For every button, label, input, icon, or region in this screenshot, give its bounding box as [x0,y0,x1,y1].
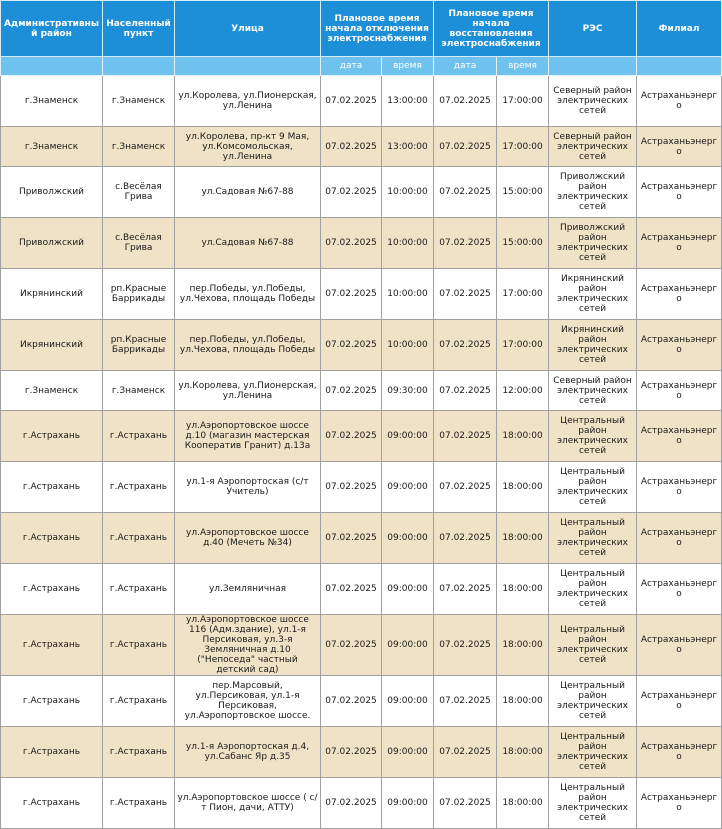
header-district: Административный район [1,1,103,57]
cell-street: ул.Аэропортовское шоссе д.40 (Мечеть №34) [175,513,321,564]
cell-settlement: г.Астрахань [103,462,175,513]
cell-street: ул.Садовая №67-88 [175,218,321,269]
subheader-empty [103,57,175,76]
cell-on-time: 15:00:00 [497,167,549,218]
cell-branch: Астраханьэнерго [637,320,722,371]
cell-on-time: 17:00:00 [497,320,549,371]
cell-off-date: 07.02.2025 [321,269,382,320]
cell-on-date: 07.02.2025 [434,320,497,371]
cell-off-time: 09:00:00 [382,727,434,778]
cell-district: г.Астрахань [1,676,103,727]
cell-off-date: 07.02.2025 [321,76,382,127]
cell-on-time: 18:00:00 [497,727,549,778]
table-row [1,462,722,513]
cell-street: ул.1-я Аэропортоская д.4, ул.Сабанс Яр д.35 [175,727,321,778]
table-row [1,320,722,371]
table-row [1,411,722,462]
subheader-empty [175,57,321,76]
cell-res: Центральный район электрических сетей [549,676,637,727]
cell-res: Приволжский район электрических сетей [549,167,637,218]
cell-off-date: 07.02.2025 [321,127,382,167]
cell-off-time: 13:00:00 [382,127,434,167]
table-row [1,127,722,167]
cell-on-time: 18:00:00 [497,778,549,829]
cell-district: г.Астрахань [1,778,103,829]
cell-district: Приволжский [1,167,103,218]
cell-on-date: 07.02.2025 [434,76,497,127]
table-row [1,727,722,778]
cell-street: ул.Земляничная [175,564,321,615]
cell-res: Северный район электрических сетей [549,371,637,411]
cell-street: ул.Королева, пр-кт 9 Мая, ул.Комсомольская, ул.Ленина [175,127,321,167]
cell-street: ул.Аэропортовское шоссе ( с/т Пион, дачи, АТТУ) [175,778,321,829]
cell-on-time: 18:00:00 [497,513,549,564]
subheader-row [1,57,722,76]
table-row [1,371,722,411]
cell-district: г.Знаменск [1,76,103,127]
header-restore-time: Плановое время начала восстановления электроснабжения [434,1,549,57]
table-row [1,513,722,564]
cell-settlement: г.Знаменск [103,127,175,167]
cell-street: ул.Садовая №67-88 [175,167,321,218]
table-row [1,269,722,320]
cell-off-date: 07.02.2025 [321,778,382,829]
cell-district: г.Астрахань [1,615,103,676]
cell-street: пер.Победы, ул.Победы, ул.Чехова, площадь Победы [175,269,321,320]
cell-on-date: 07.02.2025 [434,727,497,778]
cell-off-date: 07.02.2025 [321,564,382,615]
cell-off-time: 09:30:00 [382,371,434,411]
cell-res: Центральный район электрических сетей [549,411,637,462]
cell-off-time: 10:00:00 [382,320,434,371]
cell-res: Центральный район электрических сетей [549,778,637,829]
subheader-off-time: время [382,57,434,76]
cell-res: Икрянинский район электрических сетей [549,320,637,371]
cell-district: г.Астрахань [1,462,103,513]
cell-on-date: 07.02.2025 [434,269,497,320]
cell-district: Икрянинский [1,269,103,320]
cell-off-date: 07.02.2025 [321,615,382,676]
cell-settlement: г.Знаменск [103,76,175,127]
cell-off-time: 09:00:00 [382,462,434,513]
cell-off-date: 07.02.2025 [321,676,382,727]
cell-settlement: г.Астрахань [103,564,175,615]
cell-on-date: 07.02.2025 [434,167,497,218]
cell-off-time: 09:00:00 [382,778,434,829]
cell-settlement: г.Астрахань [103,513,175,564]
cell-on-date: 07.02.2025 [434,615,497,676]
table-row [1,167,722,218]
subheader-on-time: время [497,57,549,76]
cell-res: Северный район электрических сетей [549,76,637,127]
cell-on-time: 17:00:00 [497,127,549,167]
subheader-empty [1,57,103,76]
cell-on-time: 17:00:00 [497,269,549,320]
cell-off-date: 07.02.2025 [321,462,382,513]
subheader-empty [549,57,637,76]
table-row [1,76,722,127]
cell-off-time: 10:00:00 [382,167,434,218]
cell-off-date: 07.02.2025 [321,218,382,269]
cell-settlement: рп.Красные Баррикады [103,269,175,320]
table-body [1,76,722,829]
cell-street: ул.Королева, ул.Пионерская, ул.Ленина [175,76,321,127]
cell-off-date: 07.02.2025 [321,320,382,371]
cell-settlement: г.Астрахань [103,778,175,829]
cell-on-time: 18:00:00 [497,676,549,727]
cell-district: г.Знаменск [1,127,103,167]
cell-district: г.Астрахань [1,727,103,778]
cell-street: пер.Марсовый, ул.Персиковая, ул.1-я Персиковая, ул.Аэропортовское шоссе. [175,676,321,727]
cell-branch: Астраханьэнерго [637,462,722,513]
cell-res: Приволжский район электрических сетей [549,218,637,269]
cell-off-date: 07.02.2025 [321,513,382,564]
header-row [1,1,722,57]
cell-branch: Астраханьэнерго [637,778,722,829]
header-street: Улица [175,1,321,57]
cell-branch: Астраханьэнерго [637,371,722,411]
cell-off-date: 07.02.2025 [321,411,382,462]
cell-on-date: 07.02.2025 [434,371,497,411]
cell-settlement: рп.Красные Баррикады [103,320,175,371]
cell-on-date: 07.02.2025 [434,778,497,829]
cell-settlement: г.Астрахань [103,727,175,778]
cell-on-date: 07.02.2025 [434,462,497,513]
cell-res: Центральный район электрических сетей [549,513,637,564]
cell-off-date: 07.02.2025 [321,727,382,778]
subheader-on-date: дата [434,57,497,76]
cell-district: г.Астрахань [1,564,103,615]
cell-off-time: 09:00:00 [382,676,434,727]
cell-off-date: 07.02.2025 [321,371,382,411]
cell-on-date: 07.02.2025 [434,218,497,269]
cell-street: пер.Победы, ул.Победы, ул.Чехова, площадь Победы [175,320,321,371]
cell-on-time: 17:00:00 [497,76,549,127]
table-row [1,564,722,615]
cell-off-time: 09:00:00 [382,513,434,564]
cell-res: Центральный район электрических сетей [549,727,637,778]
cell-settlement: с.Весёлая Грива [103,218,175,269]
subheader-off-date: дата [321,57,382,76]
cell-res: Центральный район электрических сетей [549,564,637,615]
cell-on-date: 07.02.2025 [434,411,497,462]
header-off-time: Плановое время начала отключения электроснабжения [321,1,434,57]
cell-branch: Астраханьэнерго [637,676,722,727]
cell-branch: Астраханьэнерго [637,411,722,462]
cell-branch: Астраханьэнерго [637,218,722,269]
cell-branch: Астраханьэнерго [637,76,722,127]
cell-district: г.Астрахань [1,513,103,564]
header-branch: Филиал [637,1,722,57]
cell-district: Приволжский [1,218,103,269]
cell-branch: Астраханьэнерго [637,269,722,320]
cell-branch: Астраханьэнерго [637,615,722,676]
table-row [1,676,722,727]
cell-settlement: с.Весёлая Грива [103,167,175,218]
cell-on-time: 18:00:00 [497,564,549,615]
cell-street: ул.Королева, ул.Пионерская, ул.Ленина [175,371,321,411]
cell-off-time: 09:00:00 [382,615,434,676]
subheader-empty [637,57,722,76]
header-res: РЭС [549,1,637,57]
cell-branch: Астраханьэнерго [637,564,722,615]
table-row [1,218,722,269]
cell-off-time: 09:00:00 [382,411,434,462]
cell-res: Икрянинский район электрических сетей [549,269,637,320]
cell-street: ул.Аэропортовское шоссе 116 (Адм.здание), ул.1-я Персиковая, ул.3-я Земляничная д.10 ("Непоседа" частный детский сад) [175,615,321,676]
cell-district: г.Астрахань [1,411,103,462]
cell-settlement: г.Астрахань [103,411,175,462]
cell-settlement: г.Астрахань [103,615,175,676]
cell-on-date: 07.02.2025 [434,513,497,564]
cell-off-time: 10:00:00 [382,218,434,269]
cell-branch: Астраханьэнерго [637,127,722,167]
cell-on-time: 15:00:00 [497,218,549,269]
cell-district: г.Знаменск [1,371,103,411]
table-row [1,778,722,829]
cell-off-date: 07.02.2025 [321,167,382,218]
cell-on-time: 18:00:00 [497,615,549,676]
cell-settlement: г.Знаменск [103,371,175,411]
cell-on-date: 07.02.2025 [434,127,497,167]
cell-off-time: 09:00:00 [382,564,434,615]
cell-on-time: 12:00:00 [497,371,549,411]
cell-on-time: 18:00:00 [497,462,549,513]
table-row [1,615,722,676]
cell-res: Северный район электрических сетей [549,127,637,167]
cell-settlement: г.Астрахань [103,676,175,727]
cell-on-time: 18:00:00 [497,411,549,462]
cell-branch: Астраханьэнерго [637,167,722,218]
cell-res: Центральный район электрических сетей [549,462,637,513]
cell-off-time: 10:00:00 [382,269,434,320]
cell-district: Икрянинский [1,320,103,371]
cell-res: Центральный район электрических сетей [549,615,637,676]
cell-on-date: 07.02.2025 [434,564,497,615]
cell-off-time: 13:00:00 [382,76,434,127]
cell-branch: Астраханьэнерго [637,513,722,564]
cell-on-date: 07.02.2025 [434,676,497,727]
header-settlement: Населенный пункт [103,1,175,57]
cell-branch: Астраханьэнерго [637,727,722,778]
cell-street: ул.Аэропортовское шоссе д.10 (магазин мастерская Кооператив Гранит) д.13а [175,411,321,462]
cell-street: ул.1-я Аэропортоская (с/т Учитель) [175,462,321,513]
